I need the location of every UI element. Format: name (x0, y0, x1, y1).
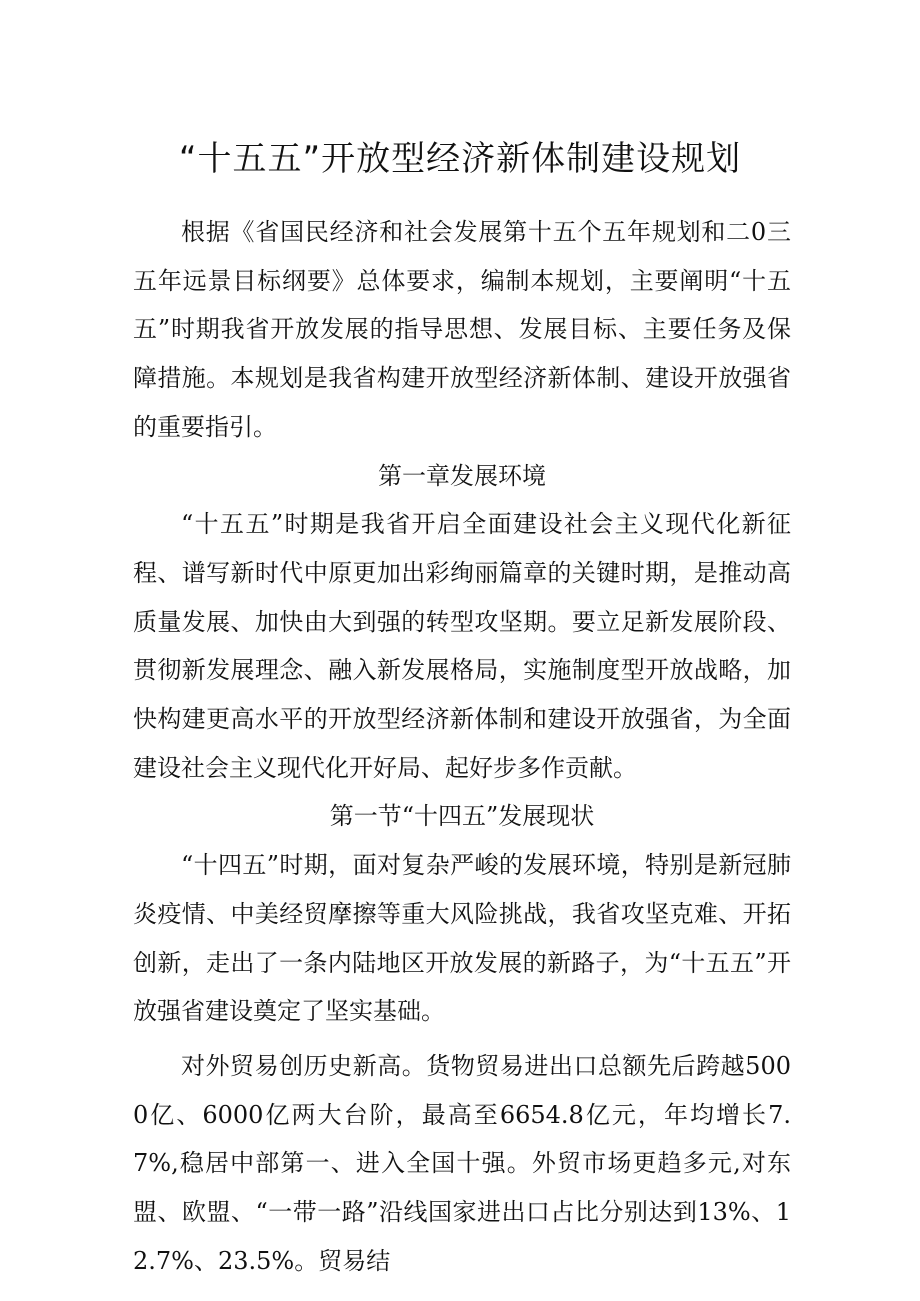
document-title: “十五五”开放型经济新体制建设规划 (178, 138, 742, 179)
trade-paragraph: 对外贸易创历史新高。货物贸易进出口总额先后跨越5000亿、6000亿两大台阶，最高至6654.8亿元，年均增长7.7%,稳居中部第一、进入全国十强。外贸市场更趋多元,对东盟、欧盟、“一带一路”沿线国家进出口占比分别达到13%、12.7%、23.5%。贸易结 (133, 1051, 791, 1275)
section-paragraph: “十四五”时期，面对复杂严峻的发展环境，特别是新冠肺炎疫情、中美经贸摩擦等重大风险挑战，我省攻坚克难、开拓创新，走出了一条内陆地区开放发展的新路子，为“十五五”开放强省建设奠定了坚实基础。 (133, 851, 791, 1026)
intro-paragraph: 根据《省国民经济和社会发展第十五个五年规划和二0三五年远景目标纲要》总体要求，编制本规划，主要阐明“十五五”时期我省开放发展的指导思想、发展目标、主要任务及保障措施。本规划是我省构建开放型经济新体制、建设开放强省的重要指引。 (133, 218, 791, 441)
chapter-heading: 第一章发展环境 (378, 461, 546, 490)
section-heading: 第一节“十四五”发展现状 (329, 802, 595, 831)
document-body (133, 208, 791, 1285)
chapter-paragraph: “十五五”时期是我省开启全面建设社会主义现代化新征程、谱写新时代中原更加出彩绚丽篇章的关键时期，是推动高质量发展、加快由大到强的转型攻坚期。要立足新发展阶段、贯彻新发展理念、融入新发展格局，实施制度型开放战略，加快构建更高水平的开放型经济新体制和建设开放强省，为全面建设社会主义现代化开好局、起好步多作贡献。 (133, 510, 791, 782)
